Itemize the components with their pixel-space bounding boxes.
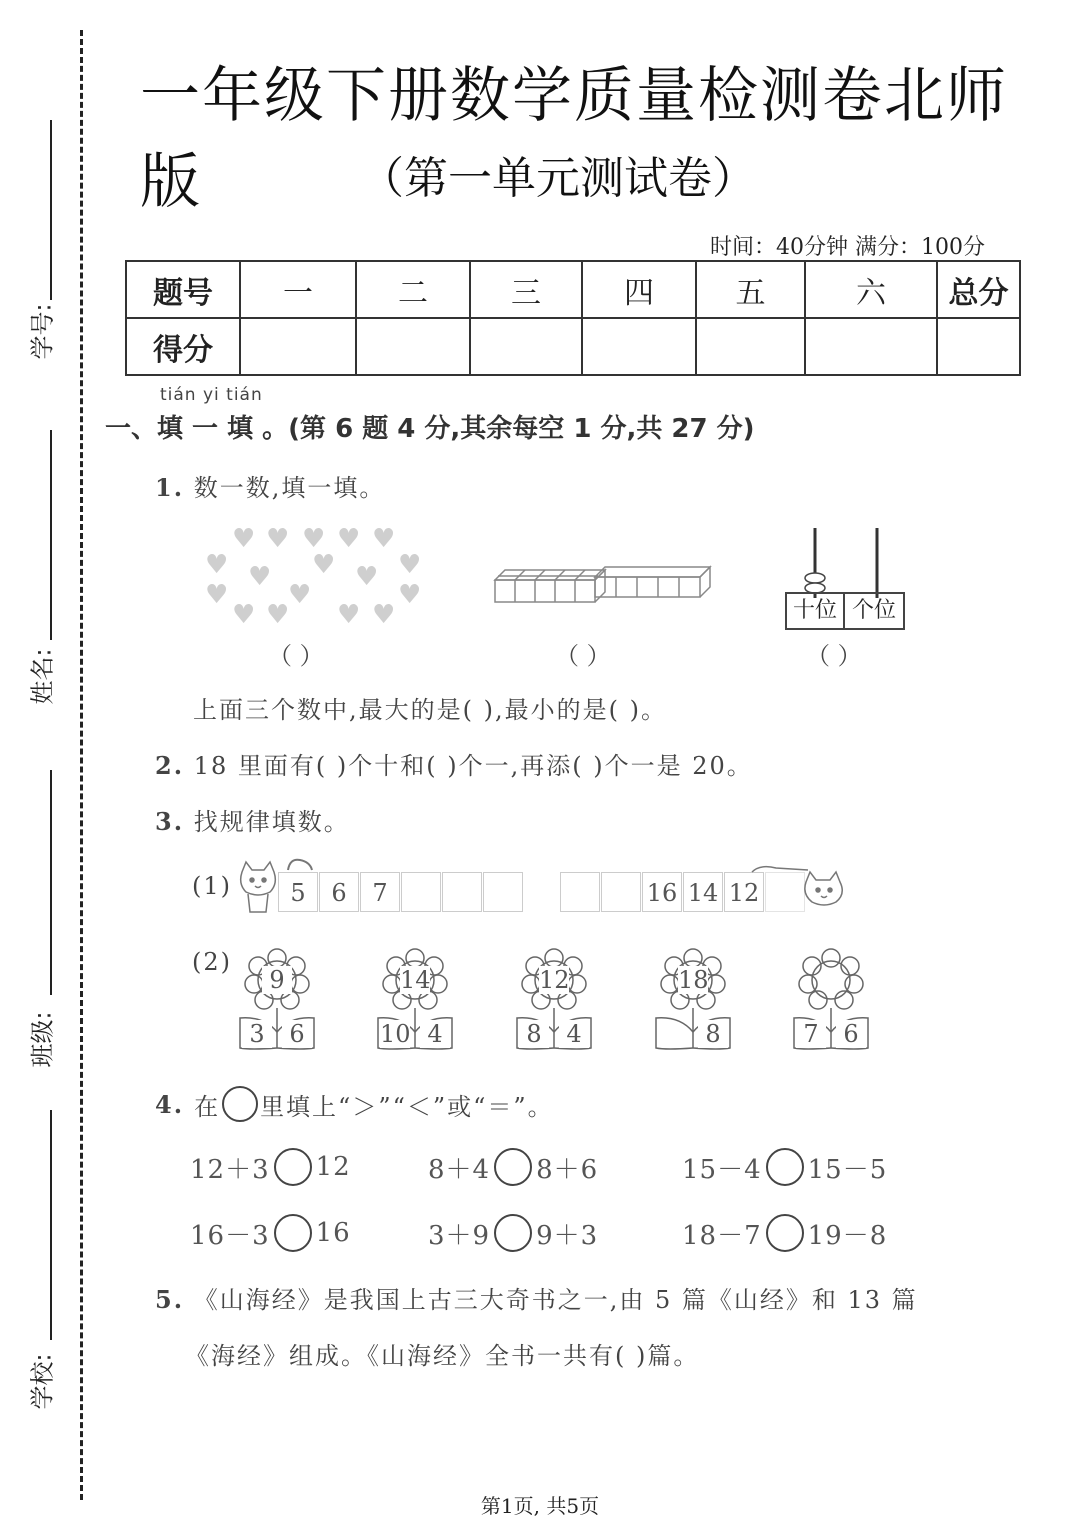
- sequence-cell: 14: [683, 872, 723, 912]
- score-header-cell: 四: [582, 261, 696, 318]
- q5-prompt: [155, 1280, 918, 1315]
- heart-icon: ♥: [337, 600, 361, 630]
- score-input-cell[interactable]: [582, 318, 696, 375]
- flower-top-number: 14: [400, 966, 431, 994]
- score-input-cell[interactable]: [240, 318, 356, 375]
- heart-icon: ♥: [248, 562, 272, 592]
- heart-icon: ♥: [398, 580, 422, 610]
- q2-number: 2.: [155, 751, 185, 780]
- score-row-label: 得分: [126, 318, 240, 375]
- heart-icon: ♥: [372, 524, 396, 554]
- score-header-cell: 五: [696, 261, 805, 318]
- q2-prompt: [155, 746, 753, 781]
- name-line: [50, 430, 52, 640]
- heart-icon: ♥: [302, 524, 326, 554]
- sequence-cell: 5: [278, 872, 318, 912]
- q4-prompt: [155, 1086, 554, 1122]
- heart-icon: ♥: [266, 600, 290, 630]
- class-label: 班级:: [28, 1011, 57, 1068]
- score-input-cell[interactable]: [805, 318, 937, 375]
- cat-lying-icon: [750, 858, 850, 918]
- compare-right: 9＋3: [536, 1220, 599, 1251]
- score-header-cell: 六: [805, 261, 937, 318]
- score-input-cell[interactable]: [937, 318, 1020, 375]
- score-header-cell: 三: [470, 261, 582, 318]
- sequence-blank-cell[interactable]: [401, 872, 441, 912]
- abacus-place-labels: [785, 592, 905, 630]
- student-id-label: 学号:: [28, 303, 57, 360]
- score-input-cell[interactable]: [356, 318, 470, 375]
- flower-right-number: 6: [282, 1020, 312, 1048]
- compare-circle-input[interactable]: [274, 1214, 312, 1252]
- flower-right-number: 8: [698, 1020, 728, 1048]
- flower-top-number: 9: [262, 966, 292, 994]
- ones-place-label: 个位: [851, 598, 896, 623]
- score-header-cell: 题号: [126, 261, 240, 318]
- q1-text: 数一数,填一填。: [193, 474, 386, 502]
- score-table-header-row: [126, 261, 1020, 318]
- flower-right-number: 4: [559, 1020, 589, 1048]
- q2-text: 18 里面有( )个十和( )个一,再添( )个一是 20。: [193, 752, 753, 780]
- compare-item: [190, 1214, 351, 1252]
- score-input-cell[interactable]: [696, 318, 805, 375]
- compare-right: 15－5: [807, 1154, 888, 1185]
- time-info: 时间：40分钟 满分：100分: [710, 235, 985, 260]
- compare-right: 16: [315, 1218, 351, 1248]
- q3-prompt: [155, 802, 350, 837]
- compare-item: [428, 1148, 598, 1186]
- q3-sequence-left: [278, 872, 524, 912]
- page-footer: 第1页, 共5页: [480, 1494, 600, 1518]
- q1-number: 1.: [155, 473, 185, 502]
- score-input-cell[interactable]: [470, 318, 582, 375]
- heart-icon: ♥: [288, 580, 312, 610]
- q5-line2: 《海经》组成。《山海经》全书一共有( )篇。: [185, 1342, 700, 1370]
- compare-left: 3＋9: [428, 1220, 491, 1251]
- flower-top-number: 12: [539, 966, 570, 994]
- compare-left: 15－4: [682, 1154, 762, 1185]
- heart-icon: ♥: [372, 600, 396, 630]
- compare-left: 12＋3: [190, 1154, 270, 1185]
- compare-item: [190, 1148, 351, 1186]
- number-flower: [374, 948, 456, 1058]
- binding-dashed-line: [80, 30, 83, 1500]
- section-heading: 一、填 一 填 。(第 6 题 4 分,其余每空 1 分,共 27 分): [105, 414, 755, 444]
- compare-circle-input[interactable]: [494, 1214, 532, 1252]
- section-pinyin: tián yi tián: [160, 385, 263, 405]
- flower-top-number: 18: [678, 966, 709, 994]
- compare-circle-input[interactable]: [494, 1148, 532, 1186]
- flower-left-number: 8: [519, 1020, 549, 1048]
- sequence-cell: 6: [319, 872, 359, 912]
- compare-right: 8＋6: [536, 1154, 599, 1185]
- flower-left-number: 7: [796, 1020, 826, 1048]
- student-id-line: [50, 120, 52, 300]
- score-header-cell: 二: [356, 261, 470, 318]
- flower-right-number: 6: [836, 1020, 866, 1048]
- compare-left: 18－7: [682, 1220, 762, 1251]
- q4-text-b: 里填上“＞”“＜”或“＝”。: [260, 1092, 554, 1121]
- heart-icon: ♥: [205, 580, 229, 610]
- compare-left: 8＋4: [428, 1154, 491, 1185]
- compare-item: [682, 1148, 887, 1186]
- heart-icon: ♥: [312, 550, 336, 580]
- compare-left: 16－3: [190, 1220, 270, 1251]
- q3-part2-label: (2): [192, 948, 232, 976]
- number-flower: [513, 948, 595, 1058]
- score-header-cell: 一: [240, 261, 356, 318]
- cat-tail-icon: [286, 856, 316, 872]
- q3-text: 找规律填数。: [193, 808, 350, 836]
- compare-right: 12: [315, 1152, 351, 1182]
- q1-followup: 上面三个数中,最大的是( ),最小的是( )。: [193, 696, 667, 724]
- number-flower: [652, 948, 734, 1058]
- q1-answer-blank-2[interactable]: （ ）: [555, 642, 611, 670]
- sequence-blank-cell[interactable]: [560, 872, 600, 912]
- sequence-cell: 16: [642, 872, 682, 912]
- compare-right: 19－8: [807, 1220, 888, 1251]
- score-table-score-row: [126, 318, 1020, 375]
- q1-answer-blank-3[interactable]: （ ）: [806, 642, 862, 670]
- sequence-blank-cell[interactable]: [601, 872, 641, 912]
- q5-line1: 《山海经》是我国上古三大奇书之一,由 5 篇《山经》和 13 篇: [193, 1286, 918, 1314]
- sequence-cell: 12: [724, 872, 764, 912]
- sequence-blank-cell[interactable]: [442, 872, 482, 912]
- heart-icon: ♥: [232, 524, 256, 554]
- circle-icon: [222, 1086, 258, 1122]
- heart-icon: ♥: [398, 550, 422, 580]
- number-flower: [236, 948, 318, 1058]
- q5-number: 5.: [155, 1285, 185, 1314]
- sequence-cell: 7: [360, 872, 400, 912]
- hearts-illustration: [200, 524, 430, 630]
- heart-icon: ♥: [205, 550, 229, 580]
- flower-right-number: 4: [420, 1020, 450, 1048]
- q3-number: 3.: [155, 807, 185, 836]
- compare-circle-input[interactable]: [274, 1148, 312, 1186]
- sequence-blank-cell[interactable]: [483, 872, 523, 912]
- school-line: [50, 1110, 52, 1340]
- compare-circle-input[interactable]: [766, 1214, 804, 1252]
- heart-icon: ♥: [232, 600, 256, 630]
- tens-place-label: 十位: [787, 594, 845, 628]
- score-table: [125, 260, 1021, 376]
- number-flower: [790, 948, 872, 1058]
- page-title: 一年级下册数学质量检测卷北师版: [140, 61, 1008, 217]
- class-line: [50, 770, 52, 995]
- heart-icon: ♥: [337, 524, 361, 554]
- compare-circle-input[interactable]: [766, 1148, 804, 1186]
- page-subtitle: （第一单元测试卷）: [360, 153, 756, 204]
- q4-text-a: 在: [194, 1092, 221, 1121]
- cat-icon: [236, 858, 284, 916]
- q1-answer-blank-1[interactable]: （ ）: [268, 642, 324, 670]
- heart-icon: ♥: [355, 562, 379, 592]
- flower-left-number: 3: [242, 1020, 272, 1048]
- heart-icon: ♥: [266, 524, 290, 554]
- compare-item: [682, 1214, 887, 1252]
- compare-item: [428, 1214, 598, 1252]
- flower-left-number: 10: [380, 1020, 411, 1048]
- q3-part1-label: (1): [192, 872, 232, 900]
- school-label: 学校:: [28, 1353, 57, 1410]
- cube-rods-illustration: [490, 565, 715, 610]
- q4-number: 4.: [155, 1089, 185, 1119]
- name-label: 姓名:: [28, 648, 57, 705]
- q1-prompt: [155, 468, 385, 503]
- score-header-cell: 总分: [937, 261, 1020, 318]
